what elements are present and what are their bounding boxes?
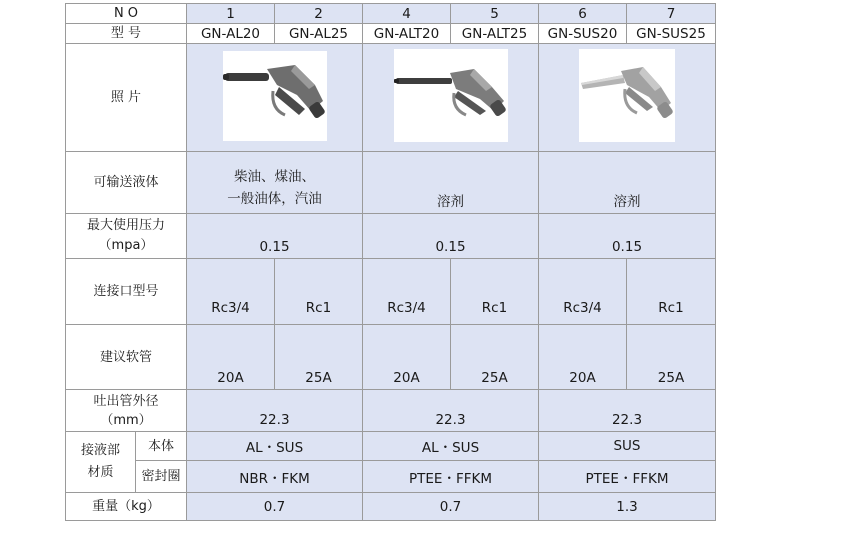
material-seal-row xyxy=(66,461,716,493)
photo-cell xyxy=(187,44,363,152)
pressure-label: 最大使用压力 （mpa） xyxy=(66,214,187,259)
connector-cell: Rc1 xyxy=(627,259,716,325)
number-row xyxy=(66,4,716,24)
photo-cell xyxy=(363,44,539,152)
connector-cell: Rc1 xyxy=(275,259,363,325)
pressure-cell: 0.15 xyxy=(187,214,363,259)
weight-label: 重量（kg） xyxy=(66,493,187,521)
hose-cell: 25A xyxy=(275,325,363,390)
pressure-cell: 0.15 xyxy=(363,214,539,259)
weight-cell: 0.7 xyxy=(363,493,539,521)
material-group-label: 接液部 材质 xyxy=(66,432,136,493)
hose-cell: 25A xyxy=(627,325,716,390)
material-seal-label: 密封圈 xyxy=(136,461,187,493)
number-cell: 4 xyxy=(363,4,451,24)
connector-cell: Rc3/4 xyxy=(187,259,275,325)
number-cell: 6 xyxy=(539,4,627,24)
hose-cell: 20A xyxy=(363,325,451,390)
pressure-row xyxy=(66,214,716,259)
model-label: 型 号 xyxy=(66,24,187,44)
material-body-cell: AL・SUS xyxy=(187,432,363,461)
model-cell: GN-ALT25 xyxy=(451,24,539,44)
outlet-label: 吐出管外径 （mm） xyxy=(66,390,187,432)
spec-table xyxy=(65,3,716,521)
photo-label: 照 片 xyxy=(66,44,187,152)
connector-cell: Rc3/4 xyxy=(539,259,627,325)
fluid-cell: 溶剂 xyxy=(363,152,539,214)
outlet-cell: 22.3 xyxy=(187,390,363,432)
number-cell: 5 xyxy=(451,4,539,24)
model-cell: GN-AL25 xyxy=(275,24,363,44)
outlet-cell: 22.3 xyxy=(539,390,716,432)
material-body-cell: SUS xyxy=(539,432,716,461)
model-cell: GN-SUS20 xyxy=(539,24,627,44)
hose-cell: 25A xyxy=(451,325,539,390)
photo-row xyxy=(66,44,716,152)
material-body-row xyxy=(66,432,716,461)
weight-cell: 0.7 xyxy=(187,493,363,521)
hose-cell: 20A xyxy=(187,325,275,390)
fluid-label: 可输送液体 xyxy=(66,152,187,214)
nozzle-alt-image xyxy=(394,49,508,142)
fluid-cell: 溶剂 xyxy=(539,152,716,214)
model-cell: GN-ALT20 xyxy=(363,24,451,44)
nozzle-al-image xyxy=(223,51,327,141)
hose-cell: 20A xyxy=(539,325,627,390)
fluid-row xyxy=(66,152,716,214)
material-body-label: 本体 xyxy=(136,432,187,461)
outlet-row xyxy=(66,390,716,432)
fluid-cell: 柴油、煤油、 一般油体，汽油 xyxy=(187,152,363,214)
connector-label: 连接口型号 xyxy=(66,259,187,325)
no-label: N O xyxy=(66,4,187,24)
weight-row xyxy=(66,493,716,521)
pressure-cell: 0.15 xyxy=(539,214,716,259)
number-cell: 7 xyxy=(627,4,716,24)
connector-cell: Rc3/4 xyxy=(363,259,451,325)
outlet-cell: 22.3 xyxy=(363,390,539,432)
weight-cell: 1.3 xyxy=(539,493,716,521)
connector-cell: Rc1 xyxy=(451,259,539,325)
number-cell: 1 xyxy=(187,4,275,24)
hose-label: 建议软管 xyxy=(66,325,187,390)
nozzle-sus-image xyxy=(579,49,675,142)
model-row xyxy=(66,24,716,44)
connector-row xyxy=(66,259,716,325)
photo-cell xyxy=(539,44,716,152)
model-cell: GN-AL20 xyxy=(187,24,275,44)
material-body-cell: AL・SUS xyxy=(363,432,539,461)
model-cell: GN-SUS25 xyxy=(627,24,716,44)
number-cell: 2 xyxy=(275,4,363,24)
material-seal-cell: PTEE・FFKM xyxy=(363,461,539,493)
hose-row xyxy=(66,325,716,390)
material-seal-cell: NBR・FKM xyxy=(187,461,363,493)
material-seal-cell: PTEE・FFKM xyxy=(539,461,716,493)
